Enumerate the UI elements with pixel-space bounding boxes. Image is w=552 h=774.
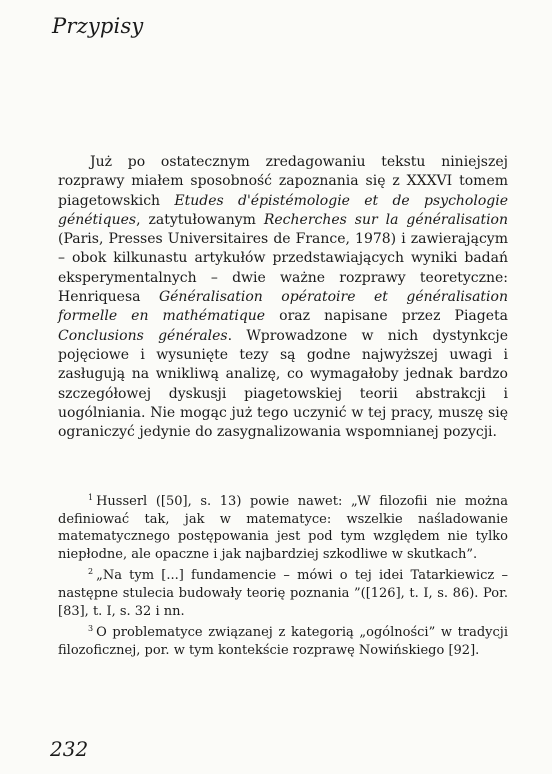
- footnote-text: „Na tym [...] fundamencie – mówi o tej idei Tatarkiewicz – następne stulecia budowały teorię poznania ”([126], t. I, s. 86). Por. [83], t. I, s. 32 i nn.: [58, 568, 508, 619]
- footnote-2: [58, 563, 508, 620]
- paragraph-text: oraz napisane przez Piageta: [265, 308, 508, 325]
- italic-paper-title: Conclusions générales: [58, 327, 228, 344]
- footnote-marker: 1: [88, 493, 94, 502]
- footnote-text: Husserl ([50], s. 13) powie nawet: „W filozofii nie można definiować tak, jak w matematyce: wszelkie naśladowanie matematycznego postępowania jest pod tym względem nie tylko niepłodne, ale opaczne i jak najbardziej szkodliwe w skutkach”.: [58, 494, 508, 562]
- page-title: Przypisy: [52, 14, 144, 38]
- paragraph-text: , zatytułowanym: [136, 211, 264, 228]
- footnote-marker: 3: [88, 624, 94, 634]
- footnote-marker: 2: [88, 567, 94, 577]
- italic-book-title: Recherches sur la généralisation: [263, 211, 508, 228]
- italic-book-title: Etudes d'épistémologie et de psychologie génétiques: [58, 192, 508, 228]
- footnotes: [58, 489, 508, 659]
- main-paragraph: [58, 153, 508, 442]
- paragraph-text: Już po ostatecznym zredagowaniu tekstu niniejszej rozprawy miałem sposobność zapoznania się z XXXVI tomem piagetowskich: [58, 154, 508, 209]
- paragraph-text: (Paris, Presses Universitaires de France, 1978) i zawierającym – obok kilkunastu artykułów przedstawiających wyniki badań eksperymentalnych – dwie ważne rozprawy teoretyczne: Henriquesa: [58, 231, 508, 306]
- italic-paper-title: Généralisation opératoire et généralisation formelle en mathématique: [58, 289, 508, 325]
- paragraph-text: . Wprowadzone w nich dystynkcje pojęciowe i wysunięte tezy są godne najwyższej uwagi i zasługują na wnikliwą analizę, co wymagałoby jednak bardzo szczegółowej dyskusji piagetowskiej teorii abstrakcji i uogólniania. Nie mogąc już tego uczynić w tej pracy, muszę się ograniczyć jedynie do zasygnalizowania wspomnianej pozycji.: [58, 327, 509, 441]
- page-number: 232: [50, 737, 89, 761]
- footnote-3: [58, 620, 508, 659]
- footnote-text: O problematyce związanej z kategorią „ogólności” w tradycji filozoficznej, por. w tym kontekście rozprawę Nowińskiego [92].: [58, 625, 508, 658]
- footnote-1: [58, 489, 508, 563]
